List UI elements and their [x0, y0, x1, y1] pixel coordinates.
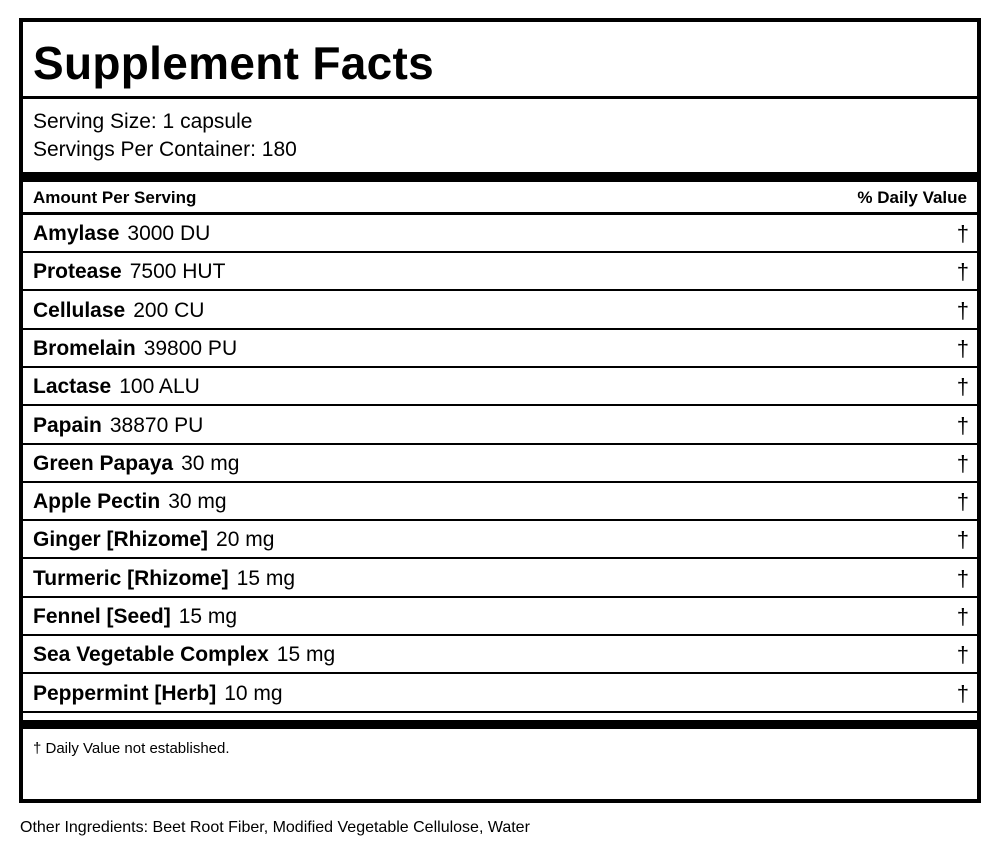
ingredient-row: [23, 560, 977, 598]
dagger-symbol: †: [956, 642, 969, 668]
thick-divider-bottom: [23, 720, 977, 729]
ingredient-row: [23, 253, 977, 291]
servings-per-container: Servings Per Container: 180: [33, 138, 297, 161]
ingredient-amount: 10 mg: [224, 681, 283, 705]
dagger-symbol: †: [956, 335, 969, 361]
ingredient-name: [33, 636, 335, 673]
ingredient-name-text: Green Papaya: [33, 451, 174, 475]
ingredient-name: [33, 215, 210, 252]
ingredient-name-text: Peppermint [Herb]: [33, 681, 217, 705]
ingredient-amount: 3000 DU: [127, 222, 211, 245]
daily-value-header: % Daily Value: [857, 188, 967, 207]
ingredient-name-text: Papain: [33, 413, 102, 437]
dagger-symbol: †: [956, 450, 969, 476]
ingredient-name: [33, 253, 225, 290]
ingredient-row: [23, 598, 977, 636]
ingredient-row: [23, 445, 977, 483]
ingredient-amount: 38870 PU: [109, 413, 204, 437]
ingredient-name: [33, 292, 204, 329]
ingredient-name: [33, 368, 200, 405]
ingredient-row: [23, 675, 977, 713]
ingredient-name-text: Amylase: [33, 222, 120, 245]
ingredient-name: [33, 598, 237, 635]
ingredient-name: [33, 521, 274, 558]
supplement-facts-panel: [19, 18, 981, 803]
ingredient-row: [23, 483, 977, 521]
dagger-symbol: †: [956, 604, 969, 629]
ingredient-row: [23, 292, 977, 330]
ingredient-name: [33, 560, 295, 597]
ingredient-name: [33, 407, 203, 444]
dagger-symbol: †: [956, 680, 969, 706]
ingredient-name-text: Ginger [Rhizome]: [33, 528, 209, 552]
column-header: [33, 184, 967, 212]
ingredient-row: [23, 215, 977, 253]
dagger-symbol: †: [956, 565, 969, 591]
ingredient-name-text: Sea Vegetable Complex: [33, 643, 269, 667]
amount-per-serving-header: Amount Per Serving: [33, 188, 197, 207]
ingredient-row: [23, 636, 977, 674]
ingredient-name-text: Turmeric [Rhizome]: [33, 566, 229, 590]
dagger-symbol: †: [956, 527, 969, 553]
ingredient-amount: 20 mg: [216, 528, 275, 552]
dagger-symbol: †: [956, 221, 969, 246]
ingredient-name: [33, 330, 237, 367]
title-divider: [23, 96, 977, 99]
dagger-symbol: †: [956, 374, 969, 400]
ingredient-amount: 30 mg: [181, 451, 240, 475]
ingredient-amount: 30 mg: [168, 490, 227, 514]
ingredient-row: [23, 330, 977, 368]
dagger-symbol: †: [956, 412, 969, 438]
thick-divider-top: [23, 172, 977, 182]
ingredient-name-text: Cellulase: [33, 298, 126, 322]
ingredient-row: [23, 368, 977, 406]
ingredient-name-text: Bromelain: [33, 336, 136, 360]
other-ingredients: Other Ingredients: Beet Root Fiber, Modified Vegetable Cellulose, Water: [20, 819, 530, 836]
ingredient-row: [23, 521, 977, 559]
ingredient-name-text: Fennel [Seed]: [33, 605, 171, 628]
ingredient-amount: 100 ALU: [119, 375, 200, 399]
ingredient-amount: 7500 HUT: [129, 260, 226, 284]
footnote: † Daily Value not established.: [33, 740, 230, 757]
ingredient-name: [33, 675, 283, 712]
ingredient-name-text: Protease: [33, 260, 122, 284]
dagger-symbol: †: [956, 297, 969, 323]
serving-size: Serving Size: 1 capsule: [33, 110, 253, 133]
ingredient-name: [33, 483, 227, 520]
ingredient-row: [23, 407, 977, 445]
dagger-symbol: †: [956, 489, 969, 515]
ingredient-name: [33, 445, 239, 482]
dagger-symbol: †: [956, 259, 969, 285]
ingredient-amount: 39800 PU: [143, 336, 238, 360]
ingredient-name-text: Apple Pectin: [33, 490, 161, 514]
ingredient-amount: 15 mg: [276, 643, 336, 667]
panel-title: Supplement Facts: [33, 37, 434, 89]
ingredient-amount: 15 mg: [178, 605, 238, 628]
ingredient-name-text: Lactase: [33, 375, 112, 399]
ingredient-amount: 200 CU: [133, 298, 205, 322]
ingredient-amount: 15 mg: [236, 566, 296, 590]
